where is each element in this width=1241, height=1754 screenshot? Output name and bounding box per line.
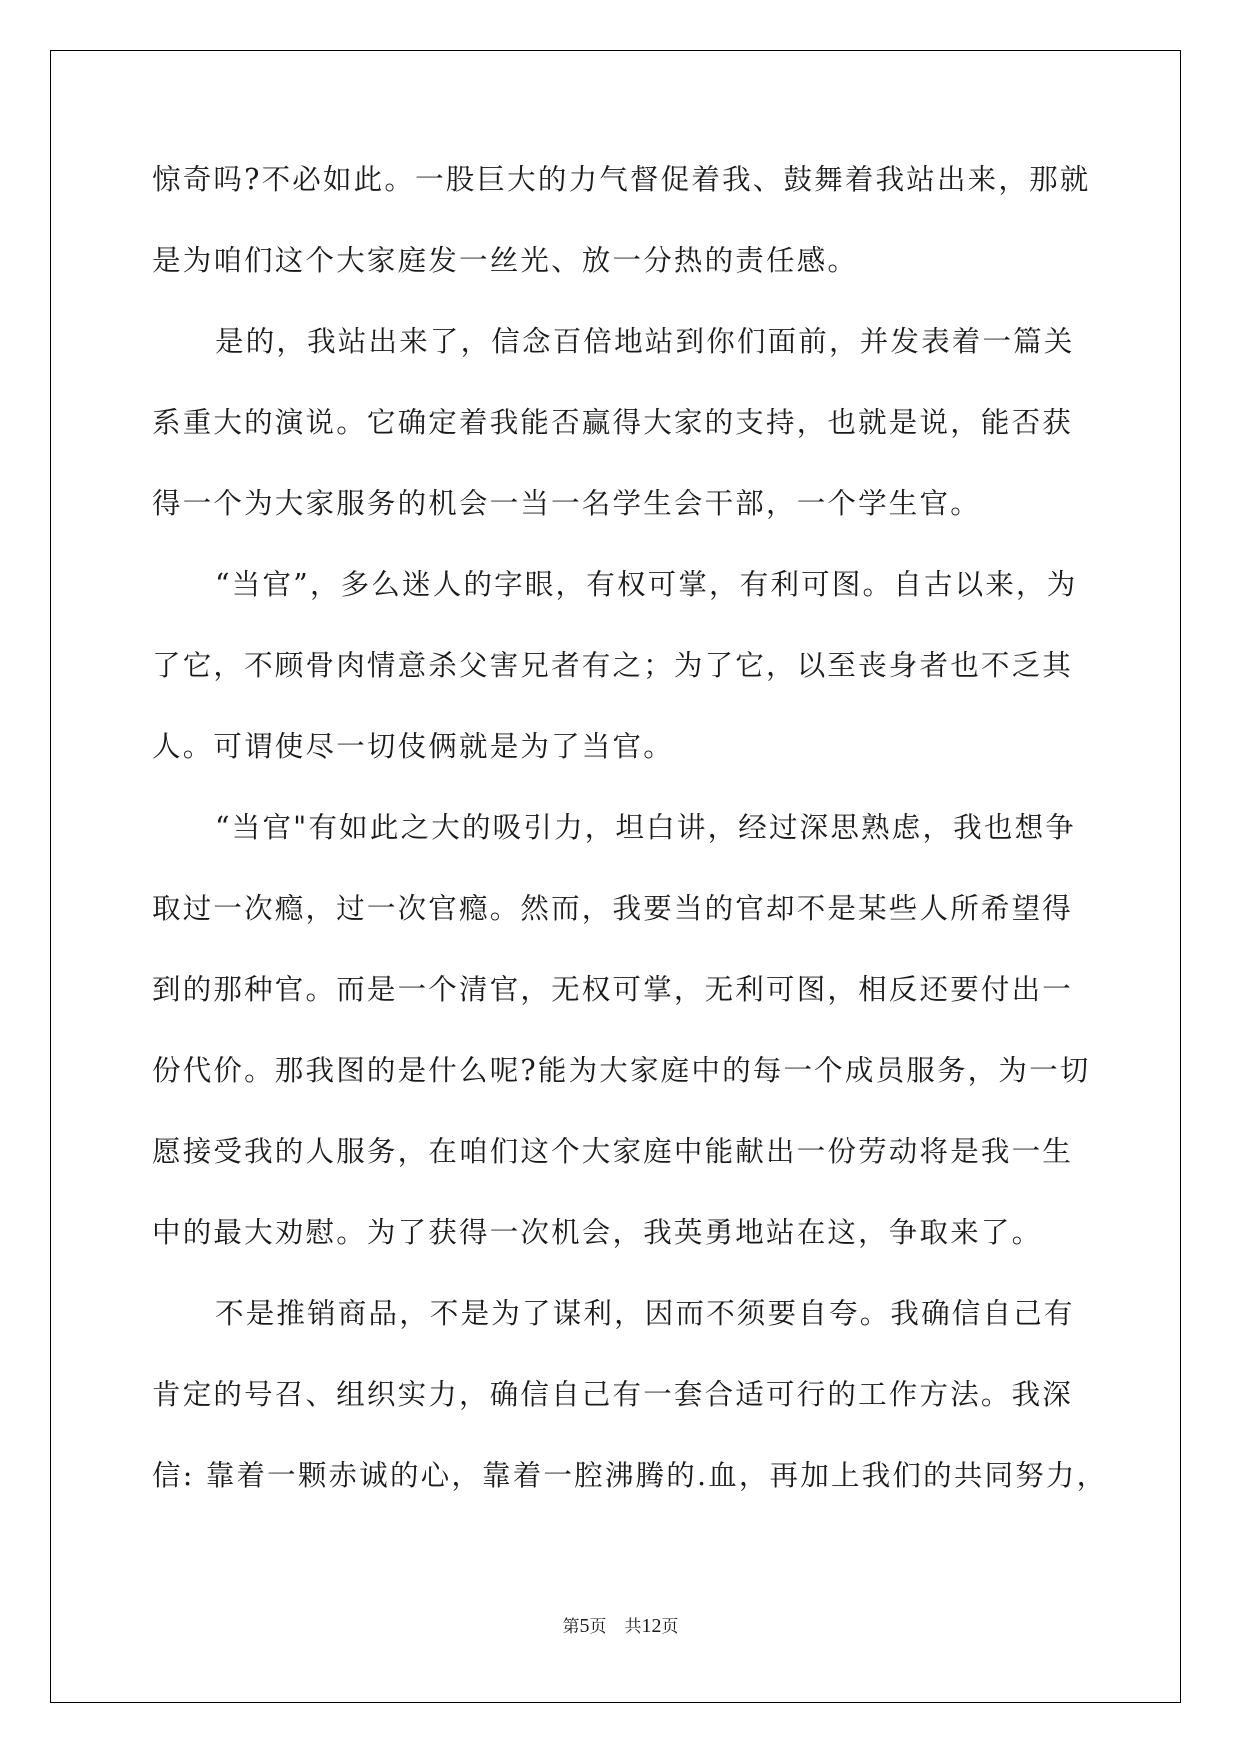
- text-line-13: 愿接受我的人服务，在咱们这个大家庭中能献出一份劳动将是我一生: [152, 1135, 1074, 1168]
- total-prefix: 共: [624, 1617, 642, 1637]
- text-line-1: 惊奇吗?不必如此。一股巨大的力气督促着我、鼓舞着我站出来，那就: [152, 163, 1091, 196]
- total-suffix: 页: [661, 1617, 679, 1637]
- text-line-12: 份代价。那我图的是什么呢?能为大家庭中的每一个成员服务，为一切: [152, 1054, 1091, 1087]
- text-line-15: 不是推销商品，不是为了谋利，因而不须要自夸。我确信自己有: [215, 1297, 1075, 1330]
- text-line-4: 系重大的演说。它确定着我能否赢得大家的支持，也就是说，能否获: [152, 406, 1074, 439]
- document-body: [152, 162, 1108, 1539]
- text-line-3: 是的，我站出来了，信念百倍地站到你们面前，并发表着一篇关: [215, 325, 1075, 358]
- total-pages: 12: [641, 1615, 662, 1637]
- text-line-10: 取过一次瘾，过一次官瘾。然而，我要当的官却不是某些人所希望得: [152, 892, 1074, 925]
- page-footer: [0, 1612, 1241, 1638]
- text-line-6: “当官”，多么迷人的字眼，有权可掌，有利可图。自古以来，为: [215, 568, 1078, 601]
- text-line-9: “当官"有如此之大的吸引力，坦白讲，经过深思熟虑，我也想争: [215, 811, 1076, 844]
- text-line-7: 了它，不顾骨肉情意杀父害兄者有之；为了它，以至丧身者也不乏其: [152, 649, 1074, 682]
- text-line-8: 人。可谓使尽一切伎俩就是为了当官。: [152, 730, 674, 763]
- page-prefix: 第: [562, 1617, 580, 1637]
- text-line-17: 信: 靠着一颗赤诚的心，靠着一腔沸腾的.血，再加上我们的共同努力，: [152, 1459, 1108, 1492]
- text-line-14: 中的最大劝慰。为了获得一次机会，我英勇地站在这，争取来了。: [152, 1216, 1043, 1249]
- text-line-2: 是为咱们这个大家庭发一丝光、放一分热的责任感。: [152, 244, 859, 277]
- text-line-16: 肯定的号召、组织实力，确信自己有一套合适可行的工作方法。我深: [152, 1378, 1074, 1411]
- page-suffix: 页: [589, 1617, 607, 1637]
- text-line-5: 得一个为大家服务的机会一当一名学生会干部，一个学生官。: [152, 487, 981, 520]
- page-number: 5: [579, 1615, 590, 1637]
- text-line-11: 到的那种官。而是一个清官，无权可掌，无利可图，相反还要付出一: [152, 973, 1074, 1006]
